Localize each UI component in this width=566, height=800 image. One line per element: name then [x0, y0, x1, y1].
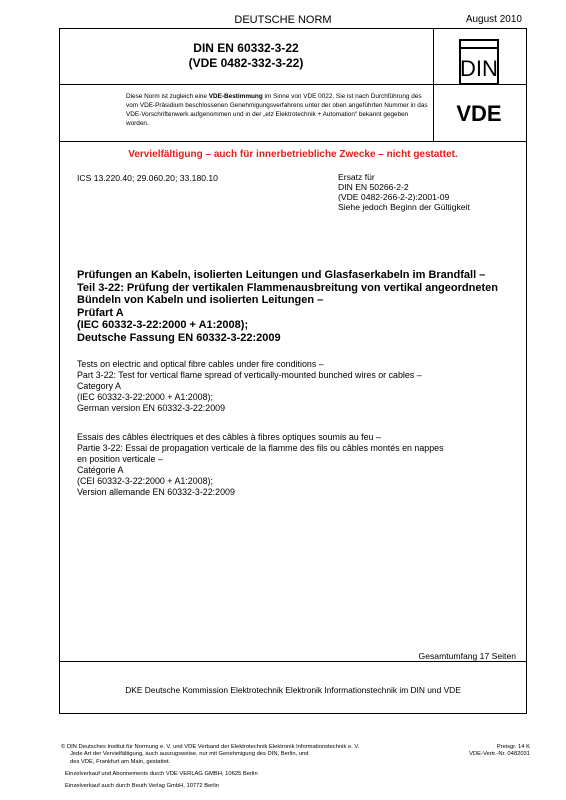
sales-beuth-verlag: Einzelverkauf auch durch Beuth Verlag GmbH, 10772 Berlin — [65, 783, 220, 789]
dke-line: DKE Deutsche Kommission Elektrotechnik Elektronik Informationstechnik im DIN und VDE — [125, 685, 461, 695]
reproduction-warning: Vervielfältigung – auch für innerbetriebliche Zwecke – nicht gestattet. — [128, 149, 458, 160]
ics-codes: ICS 13.220.40; 29.060.20; 33.180.10 — [77, 173, 218, 183]
title-english: Tests on electric and optical fibre cables under fire conditions – Part 3-22: Test for vertical flame spread of vertically-mounted bunched wires or cables – Category A (IEC 60332-3-22:2000 + A1:2008); German version EN 60332-3-22:2009 — [77, 359, 422, 413]
price-group: Preisgr. 14 K VDE-Vertr.-Nr. 0482031 — [469, 744, 530, 758]
standard-number: DIN EN 60332-3-22 (VDE 0482-332-3-22) — [188, 41, 304, 70]
copyright-notice: © DIN Deutsches Institut für Normung e. V. und VDE Verband der Elektrotechnik Elektronik Informationstechnik e. V. Jede Art der Vervielfältigung, auch auszugsweise, nur mit Genehmigung des DIN, Berlin, und des VDE, Frankfurt am Main, gestattet. — [61, 744, 360, 765]
document-category: DEUTSCHE NORM — [234, 14, 332, 26]
divider-line — [60, 661, 526, 662]
din-logo — [440, 37, 518, 89]
issue-date: August 2010 — [465, 14, 522, 25]
total-pages: Gesamtumfang 17 Seiten — [418, 651, 516, 661]
din-logo-text: DIN — [460, 56, 498, 81]
title-french: Essais des câbles électriques et des câbles à fibres optiques soumis au feu – Partie 3-22: Essai de propagation verticale de la flamme des fils ou câbles montés en nappes en position verticale – Catégorie A (CEI 60332-3-22:2000 + A1:2008); Version allemande EN 60332-3-22:2009 — [77, 432, 444, 497]
divider-line — [60, 141, 526, 142]
vde-logo — [440, 99, 518, 127]
vde-note: Diese Norm ist zugleich eine VDE-Bestimmung im Sinne von VDE 0022. Sie ist nach Durchführung des vom VDE-Präsidium beschlossenen Genehmigungsverfahrens unter der oben angeführten Nummer in das VDE-Vorschriftenwerk aufgenommen und in der „etz Elektrotechnik + Automation“ bekannt gegeben worden. — [126, 93, 428, 127]
vde-logo-text: VDE — [456, 101, 502, 126]
divider-line — [433, 29, 434, 141]
replacement-info: Ersatz für DIN EN 50266-2-2 (VDE 0482-266-2-2):2001-09 Siehe jedoch Beginn der Gültigkeit — [338, 172, 470, 212]
title-german: Prüfungen an Kabeln, isolierten Leitungen und Glasfaserkabeln im Brandfall – Teil 3-22: Prüfung der vertikalen Flammenausbreitung von vertikal angeordneten Bündeln von Kabeln und isolierten Leitungen – Prüfart A (IEC 60332-3-22:2000 + A1:2008); Deutsche Fassung EN 60332-3-22:2009 — [77, 269, 498, 344]
sales-vde-verlag: Einzelverkauf und Abonnements durch VDE VERLAG GMBH, 10625 Berlin — [65, 771, 258, 777]
